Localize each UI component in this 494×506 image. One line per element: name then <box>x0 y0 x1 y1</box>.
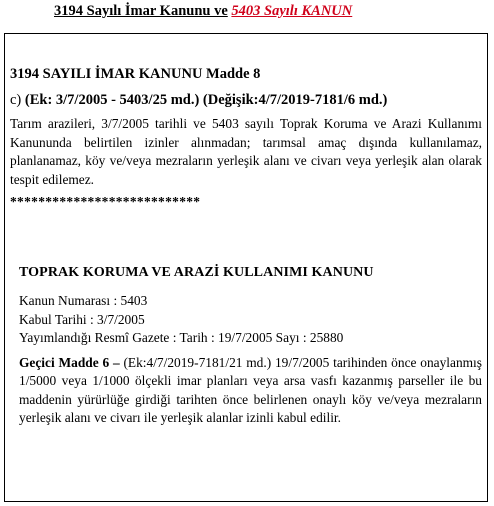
gecici-madde-text: (Ek:4/7/2019-7181/21 md.) 19/7/2005 tarihinden önce onaylanmış 1/5000 veya 1/1000 ölçekli imar planları veya arsa vasfı kazanmış parseller ile bu maddenin yürürlüğe girdiği tarihten önce belirlenen onaylı köy ve/veya mezraların yerleşik alanı ve civarı ile yerleşik alanlar izinli kabul edilir. <box>19 354 482 425</box>
ek-prefix: c) <box>10 92 25 108</box>
section1-title: 3194 SAYILI İMAR KANUNU Madde 8 <box>10 66 261 82</box>
star-separator: *************************** <box>10 194 201 209</box>
heading-left: 3194 Sayılı İmar Kanunu ve <box>54 3 228 19</box>
section1-paragraph: Tarım arazileri, 3/7/2005 tarihli ve 5403 sayılı Toprak Koruma ve Arazi Kullanımı Kanununda belirtilen izinler alınmadan; tarımsal amaç dışında kullanılamaz, planlanamaz, köy ve/veya mezraların yerleşik alanı ve civarı veya yerleşik alan olarak tespit edilemez. <box>10 116 482 187</box>
kabul-tarihi: Kabul Tarihi : 3/7/2005 <box>19 311 145 327</box>
heading-right: 5403 Sayılı KANUN <box>231 3 353 19</box>
kanun-numarasi: Kanun Numarası : 5403 <box>19 293 148 308</box>
ek-line <box>10 91 486 109</box>
gecici-madde <box>19 354 482 428</box>
toprak-koruma-section <box>19 264 484 428</box>
law-meta <box>19 292 484 348</box>
section2-title: TOPRAK KORUMA VE ARAZİ KULLANIMI KANUNU <box>19 265 374 280</box>
page-heading <box>54 3 352 20</box>
imar-kanunu-section <box>10 65 486 210</box>
resmi-gazete: Yayımlandığı Resmî Gazete : Tarih : 19/7/2005 Sayı : 25880 <box>19 330 344 345</box>
ek-bold: (Ek: 3/7/2005 - 5403/25 md.) (Değişik:4/7/2019-7181/6 md.) <box>24 92 388 108</box>
gecici-madde-label: Geçici Madde 6 – <box>19 354 124 370</box>
